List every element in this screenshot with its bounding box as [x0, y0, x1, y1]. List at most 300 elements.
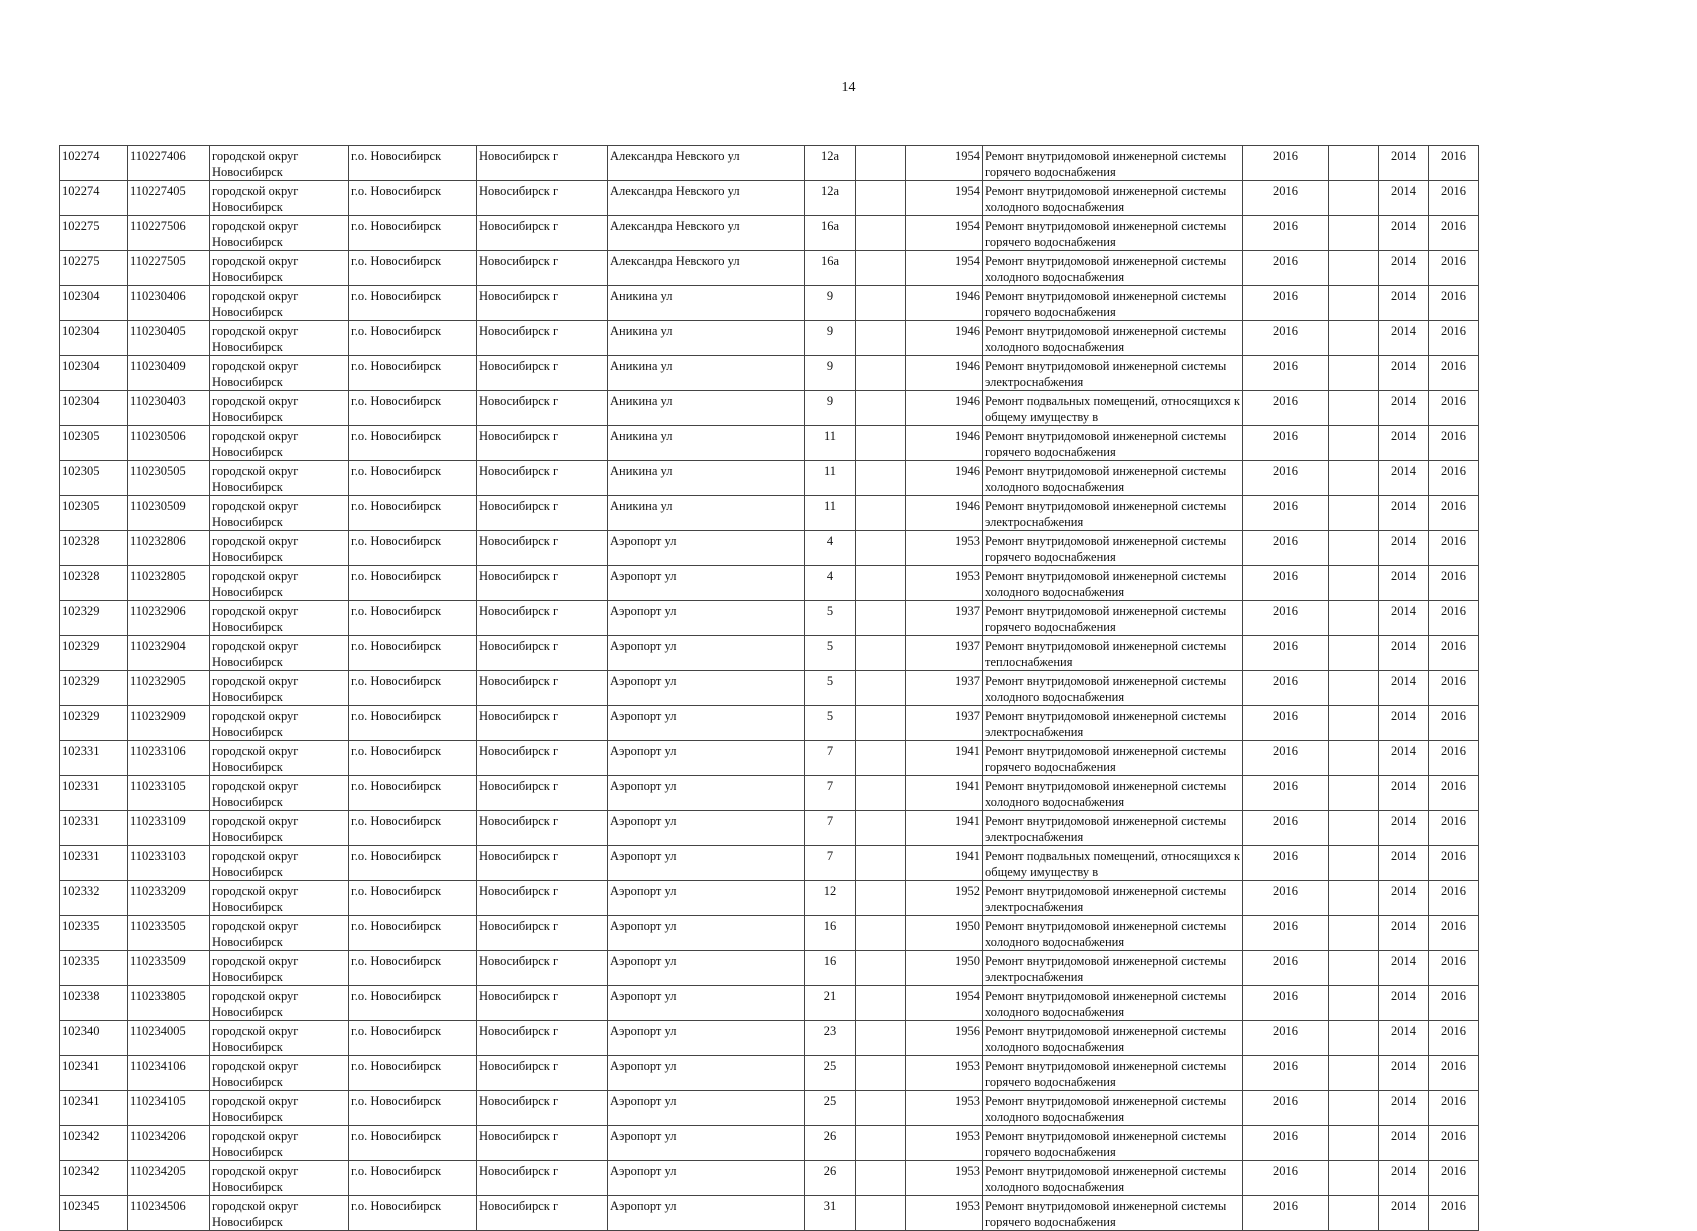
- house-number-cell: 5: [805, 706, 856, 741]
- house-id-cell: 102331: [60, 811, 128, 846]
- district-cell: городской округ Новосибирск: [210, 566, 349, 601]
- period-end-cell: 2016: [1429, 251, 1479, 286]
- street-cell: Аэропорт ул: [608, 881, 805, 916]
- street-cell: Аэропорт ул: [608, 636, 805, 671]
- street-cell: Аэропорт ул: [608, 1091, 805, 1126]
- city-cell: Новосибирск г: [477, 601, 608, 636]
- district-cell: городской округ Новосибирск: [210, 251, 349, 286]
- period-start-cell: 2014: [1379, 391, 1429, 426]
- city-cell: Новосибирск г: [477, 356, 608, 391]
- house-number-cell: 9: [805, 391, 856, 426]
- period-start-cell: 2014: [1379, 811, 1429, 846]
- building-cell: [856, 566, 906, 601]
- table-row: [60, 706, 1479, 741]
- empty-cell: [1329, 671, 1379, 706]
- empty-cell: [1329, 216, 1379, 251]
- building-cell: [856, 986, 906, 1021]
- street-cell: Александра Невского ул: [608, 146, 805, 181]
- period-start-cell: 2014: [1379, 636, 1429, 671]
- planned-year-cell: 2016: [1243, 251, 1329, 286]
- work-type-cell: Ремонт внутридомовой инженерной системы электроснабжения: [983, 811, 1243, 846]
- house-number-cell: 16: [805, 951, 856, 986]
- period-end-cell: 2016: [1429, 1196, 1479, 1231]
- work-code-cell: 110230505: [128, 461, 210, 496]
- building-cell: [856, 916, 906, 951]
- construction-year-cell: 1946: [906, 286, 983, 321]
- municipality-cell: г.о. Новосибирск: [349, 356, 477, 391]
- planned-year-cell: 2016: [1243, 321, 1329, 356]
- planned-year-cell: 2016: [1243, 986, 1329, 1021]
- period-end-cell: 2016: [1429, 496, 1479, 531]
- house-id-cell: 102331: [60, 776, 128, 811]
- period-end-cell: 2016: [1429, 636, 1479, 671]
- building-cell: [856, 741, 906, 776]
- planned-year-cell: 2016: [1243, 671, 1329, 706]
- street-cell: Аэропорт ул: [608, 531, 805, 566]
- empty-cell: [1329, 846, 1379, 881]
- district-cell: городской округ Новосибирск: [210, 846, 349, 881]
- empty-cell: [1329, 426, 1379, 461]
- period-end-cell: 2016: [1429, 846, 1479, 881]
- planned-year-cell: 2016: [1243, 636, 1329, 671]
- district-cell: городской округ Новосибирск: [210, 741, 349, 776]
- work-type-cell: Ремонт внутридомовой инженерной системы холодного водоснабжения: [983, 461, 1243, 496]
- street-cell: Аникина ул: [608, 496, 805, 531]
- period-start-cell: 2014: [1379, 881, 1429, 916]
- table-row: [60, 601, 1479, 636]
- building-cell: [856, 951, 906, 986]
- construction-year-cell: 1946: [906, 356, 983, 391]
- period-end-cell: 2016: [1429, 1091, 1479, 1126]
- building-cell: [856, 1126, 906, 1161]
- district-cell: городской округ Новосибирск: [210, 1056, 349, 1091]
- construction-year-cell: 1954: [906, 181, 983, 216]
- building-cell: [856, 391, 906, 426]
- empty-cell: [1329, 181, 1379, 216]
- work-code-cell: 110234206: [128, 1126, 210, 1161]
- house-id-cell: 102332: [60, 881, 128, 916]
- table-row: [60, 1126, 1479, 1161]
- city-cell: Новосибирск г: [477, 916, 608, 951]
- district-cell: городской округ Новосибирск: [210, 706, 349, 741]
- house-id-cell: 102304: [60, 356, 128, 391]
- planned-year-cell: 2016: [1243, 881, 1329, 916]
- house-id-cell: 102328: [60, 566, 128, 601]
- empty-cell: [1329, 776, 1379, 811]
- planned-year-cell: 2016: [1243, 601, 1329, 636]
- construction-year-cell: 1941: [906, 776, 983, 811]
- planned-year-cell: 2016: [1243, 356, 1329, 391]
- building-cell: [856, 811, 906, 846]
- municipality-cell: г.о. Новосибирск: [349, 986, 477, 1021]
- city-cell: Новосибирск г: [477, 1196, 608, 1231]
- period-end-cell: 2016: [1429, 706, 1479, 741]
- planned-year-cell: 2016: [1243, 181, 1329, 216]
- house-number-cell: 25: [805, 1091, 856, 1126]
- work-code-cell: 110227506: [128, 216, 210, 251]
- district-cell: городской округ Новосибирск: [210, 496, 349, 531]
- empty-cell: [1329, 1126, 1379, 1161]
- period-start-cell: 2014: [1379, 1091, 1429, 1126]
- period-start-cell: 2014: [1379, 986, 1429, 1021]
- table-row: [60, 671, 1479, 706]
- street-cell: Аэропорт ул: [608, 1196, 805, 1231]
- municipality-cell: г.о. Новосибирск: [349, 321, 477, 356]
- building-cell: [856, 216, 906, 251]
- work-code-cell: 110230409: [128, 356, 210, 391]
- work-type-cell: Ремонт подвальных помещений, относящихся к общему имуществу в: [983, 391, 1243, 426]
- municipality-cell: г.о. Новосибирск: [349, 916, 477, 951]
- work-code-cell: 110234205: [128, 1161, 210, 1196]
- house-id-cell: 102329: [60, 601, 128, 636]
- city-cell: Новосибирск г: [477, 1056, 608, 1091]
- building-cell: [856, 286, 906, 321]
- planned-year-cell: 2016: [1243, 1091, 1329, 1126]
- city-cell: Новосибирск г: [477, 741, 608, 776]
- street-cell: Аэропорт ул: [608, 951, 805, 986]
- table-row: [60, 216, 1479, 251]
- work-code-cell: 110232806: [128, 531, 210, 566]
- city-cell: Новосибирск г: [477, 986, 608, 1021]
- work-type-cell: Ремонт внутридомовой инженерной системы холодного водоснабжения: [983, 671, 1243, 706]
- work-type-cell: Ремонт внутридомовой инженерной системы горячего водоснабжения: [983, 531, 1243, 566]
- city-cell: Новосибирск г: [477, 391, 608, 426]
- planned-year-cell: 2016: [1243, 496, 1329, 531]
- house-number-cell: 26: [805, 1161, 856, 1196]
- house-id-cell: 102331: [60, 741, 128, 776]
- city-cell: Новосибирск г: [477, 531, 608, 566]
- work-type-cell: Ремонт внутридомовой инженерной системы горячего водоснабжения: [983, 601, 1243, 636]
- period-end-cell: 2016: [1429, 461, 1479, 496]
- period-end-cell: 2016: [1429, 321, 1479, 356]
- municipality-cell: г.о. Новосибирск: [349, 1161, 477, 1196]
- work-code-cell: 110233103: [128, 846, 210, 881]
- house-id-cell: 102329: [60, 706, 128, 741]
- construction-year-cell: 1953: [906, 1056, 983, 1091]
- city-cell: Новосибирск г: [477, 426, 608, 461]
- house-id-cell: 102335: [60, 916, 128, 951]
- planned-year-cell: 2016: [1243, 426, 1329, 461]
- period-start-cell: 2014: [1379, 286, 1429, 321]
- work-code-cell: 110230506: [128, 426, 210, 461]
- municipality-cell: г.о. Новосибирск: [349, 1091, 477, 1126]
- construction-year-cell: 1954: [906, 251, 983, 286]
- period-start-cell: 2014: [1379, 461, 1429, 496]
- city-cell: Новосибирск г: [477, 286, 608, 321]
- work-type-cell: Ремонт внутридомовой инженерной системы холодного водоснабжения: [983, 321, 1243, 356]
- page-number: 14: [841, 80, 856, 95]
- district-cell: городской округ Новосибирск: [210, 811, 349, 846]
- municipality-cell: г.о. Новосибирск: [349, 426, 477, 461]
- planned-year-cell: 2016: [1243, 916, 1329, 951]
- work-code-cell: 110233105: [128, 776, 210, 811]
- building-cell: [856, 1021, 906, 1056]
- work-code-cell: 110227505: [128, 251, 210, 286]
- district-cell: городской округ Новосибирск: [210, 181, 349, 216]
- municipality-cell: г.о. Новосибирск: [349, 846, 477, 881]
- construction-year-cell: 1941: [906, 741, 983, 776]
- street-cell: Аэропорт ул: [608, 986, 805, 1021]
- work-code-cell: 110233509: [128, 951, 210, 986]
- construction-year-cell: 1954: [906, 986, 983, 1021]
- planned-year-cell: 2016: [1243, 776, 1329, 811]
- work-type-cell: Ремонт внутридомовой инженерной системы холодного водоснабжения: [983, 181, 1243, 216]
- empty-cell: [1329, 916, 1379, 951]
- house-number-cell: 7: [805, 846, 856, 881]
- house-id-cell: 102338: [60, 986, 128, 1021]
- municipality-cell: г.о. Новосибирск: [349, 1126, 477, 1161]
- work-type-cell: Ремонт внутридомовой инженерной системы горячего водоснабжения: [983, 426, 1243, 461]
- period-start-cell: 2014: [1379, 1161, 1429, 1196]
- period-start-cell: 2014: [1379, 601, 1429, 636]
- period-start-cell: 2014: [1379, 1196, 1429, 1231]
- district-cell: городской округ Новосибирск: [210, 356, 349, 391]
- house-id-cell: 102329: [60, 671, 128, 706]
- city-cell: Новосибирск г: [477, 776, 608, 811]
- city-cell: Новосибирск г: [477, 146, 608, 181]
- street-cell: Аэропорт ул: [608, 706, 805, 741]
- table-row: [60, 1091, 1479, 1126]
- house-number-cell: 25: [805, 1056, 856, 1091]
- period-end-cell: 2016: [1429, 916, 1479, 951]
- municipality-cell: г.о. Новосибирск: [349, 881, 477, 916]
- house-number-cell: 9: [805, 356, 856, 391]
- city-cell: Новосибирск г: [477, 1126, 608, 1161]
- work-type-cell: Ремонт внутридомовой инженерной системы горячего водоснабжения: [983, 741, 1243, 776]
- municipality-cell: г.о. Новосибирск: [349, 811, 477, 846]
- period-end-cell: 2016: [1429, 881, 1479, 916]
- municipality-cell: г.о. Новосибирск: [349, 706, 477, 741]
- work-type-cell: Ремонт внутридомовой инженерной системы горячего водоснабжения: [983, 1126, 1243, 1161]
- house-number-cell: 12а: [805, 146, 856, 181]
- building-cell: [856, 1091, 906, 1126]
- house-id-cell: 102335: [60, 951, 128, 986]
- building-cell: [856, 636, 906, 671]
- municipality-cell: г.о. Новосибирск: [349, 496, 477, 531]
- empty-cell: [1329, 881, 1379, 916]
- municipality-cell: г.о. Новосибирск: [349, 741, 477, 776]
- building-cell: [856, 251, 906, 286]
- municipality-cell: г.о. Новосибирск: [349, 671, 477, 706]
- planned-year-cell: 2016: [1243, 286, 1329, 321]
- municipality-cell: г.о. Новосибирск: [349, 146, 477, 181]
- district-cell: городской округ Новосибирск: [210, 916, 349, 951]
- street-cell: Аэропорт ул: [608, 1056, 805, 1091]
- empty-cell: [1329, 951, 1379, 986]
- planned-year-cell: 2016: [1243, 216, 1329, 251]
- work-code-cell: 110230406: [128, 286, 210, 321]
- street-cell: Аэропорт ул: [608, 1021, 805, 1056]
- building-cell: [856, 601, 906, 636]
- construction-year-cell: 1950: [906, 951, 983, 986]
- empty-cell: [1329, 566, 1379, 601]
- table-row: [60, 181, 1479, 216]
- empty-cell: [1329, 146, 1379, 181]
- period-start-cell: 2014: [1379, 251, 1429, 286]
- street-cell: Аэропорт ул: [608, 776, 805, 811]
- period-start-cell: 2014: [1379, 706, 1429, 741]
- work-code-cell: 110230405: [128, 321, 210, 356]
- period-end-cell: 2016: [1429, 1161, 1479, 1196]
- city-cell: Новосибирск г: [477, 846, 608, 881]
- house-id-cell: 102304: [60, 391, 128, 426]
- work-type-cell: Ремонт внутридомовой инженерной системы холодного водоснабжения: [983, 1091, 1243, 1126]
- city-cell: Новосибирск г: [477, 671, 608, 706]
- planned-year-cell: 2016: [1243, 846, 1329, 881]
- period-end-cell: 2016: [1429, 566, 1479, 601]
- district-cell: городской округ Новосибирск: [210, 881, 349, 916]
- construction-year-cell: 1950: [906, 916, 983, 951]
- period-end-cell: 2016: [1429, 216, 1479, 251]
- table-row: [60, 531, 1479, 566]
- house-number-cell: 7: [805, 776, 856, 811]
- construction-year-cell: 1937: [906, 601, 983, 636]
- house-number-cell: 16: [805, 916, 856, 951]
- work-type-cell: Ремонт внутридомовой инженерной системы горячего водоснабжения: [983, 1056, 1243, 1091]
- municipality-cell: г.о. Новосибирск: [349, 461, 477, 496]
- period-start-cell: 2014: [1379, 846, 1429, 881]
- table-row: [60, 1056, 1479, 1091]
- city-cell: Новосибирск г: [477, 636, 608, 671]
- building-cell: [856, 356, 906, 391]
- construction-year-cell: 1953: [906, 1126, 983, 1161]
- work-type-cell: Ремонт внутридомовой инженерной системы горячего водоснабжения: [983, 216, 1243, 251]
- street-cell: Аникина ул: [608, 356, 805, 391]
- city-cell: Новосибирск г: [477, 251, 608, 286]
- planned-year-cell: 2016: [1243, 741, 1329, 776]
- period-end-cell: 2016: [1429, 356, 1479, 391]
- planned-year-cell: 2016: [1243, 811, 1329, 846]
- period-start-cell: 2014: [1379, 496, 1429, 531]
- building-cell: [856, 776, 906, 811]
- work-code-cell: 110232909: [128, 706, 210, 741]
- district-cell: городской округ Новосибирск: [210, 1161, 349, 1196]
- period-end-cell: 2016: [1429, 811, 1479, 846]
- construction-year-cell: 1946: [906, 426, 983, 461]
- house-number-cell: 16а: [805, 216, 856, 251]
- period-start-cell: 2014: [1379, 1126, 1429, 1161]
- municipality-cell: г.о. Новосибирск: [349, 1021, 477, 1056]
- table-row: [60, 776, 1479, 811]
- empty-cell: [1329, 286, 1379, 321]
- house-id-cell: 102341: [60, 1091, 128, 1126]
- work-code-cell: 110233805: [128, 986, 210, 1021]
- planned-year-cell: 2016: [1243, 951, 1329, 986]
- municipality-cell: г.о. Новосибирск: [349, 601, 477, 636]
- street-cell: Аэропорт ул: [608, 916, 805, 951]
- work-type-cell: Ремонт внутридомовой инженерной системы электроснабжения: [983, 881, 1243, 916]
- city-cell: Новосибирск г: [477, 461, 608, 496]
- city-cell: Новосибирск г: [477, 181, 608, 216]
- building-cell: [856, 881, 906, 916]
- house-number-cell: 26: [805, 1126, 856, 1161]
- table-row: [60, 496, 1479, 531]
- municipality-cell: г.о. Новосибирск: [349, 391, 477, 426]
- work-code-cell: 110232905: [128, 671, 210, 706]
- period-start-cell: 2014: [1379, 321, 1429, 356]
- house-id-cell: 102340: [60, 1021, 128, 1056]
- house-number-cell: 7: [805, 741, 856, 776]
- construction-year-cell: 1953: [906, 1196, 983, 1231]
- district-cell: городской округ Новосибирск: [210, 286, 349, 321]
- work-type-cell: Ремонт внутридомовой инженерной системы электроснабжения: [983, 356, 1243, 391]
- house-id-cell: 102342: [60, 1126, 128, 1161]
- building-cell: [856, 146, 906, 181]
- empty-cell: [1329, 636, 1379, 671]
- district-cell: городской округ Новосибирск: [210, 636, 349, 671]
- municipality-cell: г.о. Новосибирск: [349, 216, 477, 251]
- planned-year-cell: 2016: [1243, 1021, 1329, 1056]
- house-id-cell: 102329: [60, 636, 128, 671]
- district-cell: городской округ Новосибирск: [210, 951, 349, 986]
- construction-year-cell: 1954: [906, 216, 983, 251]
- table-row: [60, 1021, 1479, 1056]
- construction-year-cell: 1937: [906, 636, 983, 671]
- work-code-cell: 110230403: [128, 391, 210, 426]
- period-end-cell: 2016: [1429, 531, 1479, 566]
- house-number-cell: 7: [805, 811, 856, 846]
- period-start-cell: 2014: [1379, 916, 1429, 951]
- planned-year-cell: 2016: [1243, 1161, 1329, 1196]
- table-row: [60, 356, 1479, 391]
- table-row: [60, 426, 1479, 461]
- house-id-cell: 102275: [60, 251, 128, 286]
- work-type-cell: Ремонт внутридомовой инженерной системы горячего водоснабжения: [983, 286, 1243, 321]
- district-cell: городской округ Новосибирск: [210, 461, 349, 496]
- period-end-cell: 2016: [1429, 286, 1479, 321]
- period-end-cell: 2016: [1429, 181, 1479, 216]
- construction-year-cell: 1953: [906, 531, 983, 566]
- city-cell: Новосибирск г: [477, 811, 608, 846]
- building-cell: [856, 846, 906, 881]
- table-row: [60, 741, 1479, 776]
- street-cell: Александра Невского ул: [608, 216, 805, 251]
- work-type-cell: Ремонт внутридомовой инженерной системы электроснабжения: [983, 951, 1243, 986]
- municipality-cell: г.о. Новосибирск: [349, 951, 477, 986]
- street-cell: Аникина ул: [608, 286, 805, 321]
- work-type-cell: Ремонт внутридомовой инженерной системы холодного водоснабжения: [983, 986, 1243, 1021]
- street-cell: Александра Невского ул: [608, 251, 805, 286]
- house-id-cell: 102275: [60, 216, 128, 251]
- city-cell: Новосибирск г: [477, 216, 608, 251]
- district-cell: городской округ Новосибирск: [210, 426, 349, 461]
- house-number-cell: 31: [805, 1196, 856, 1231]
- work-type-cell: Ремонт внутридомовой инженерной системы холодного водоснабжения: [983, 566, 1243, 601]
- planned-year-cell: 2016: [1243, 1196, 1329, 1231]
- street-cell: Аэропорт ул: [608, 601, 805, 636]
- period-end-cell: 2016: [1429, 426, 1479, 461]
- city-cell: Новосибирск г: [477, 706, 608, 741]
- house-number-cell: 21: [805, 986, 856, 1021]
- construction-year-cell: 1956: [906, 1021, 983, 1056]
- empty-cell: [1329, 321, 1379, 356]
- district-cell: городской округ Новосибирск: [210, 986, 349, 1021]
- house-id-cell: 102305: [60, 496, 128, 531]
- registry-body: [60, 146, 1479, 1231]
- period-end-cell: 2016: [1429, 146, 1479, 181]
- table-row: [60, 286, 1479, 321]
- house-number-cell: 5: [805, 601, 856, 636]
- period-end-cell: 2016: [1429, 1126, 1479, 1161]
- period-end-cell: 2016: [1429, 741, 1479, 776]
- table-row: [60, 321, 1479, 356]
- table-row: [60, 986, 1479, 1021]
- planned-year-cell: 2016: [1243, 566, 1329, 601]
- construction-year-cell: 1953: [906, 566, 983, 601]
- construction-year-cell: 1954: [906, 146, 983, 181]
- work-type-cell: Ремонт внутридомовой инженерной системы холодного водоснабжения: [983, 1161, 1243, 1196]
- work-type-cell: Ремонт подвальных помещений, относящихся к общему имуществу в: [983, 846, 1243, 881]
